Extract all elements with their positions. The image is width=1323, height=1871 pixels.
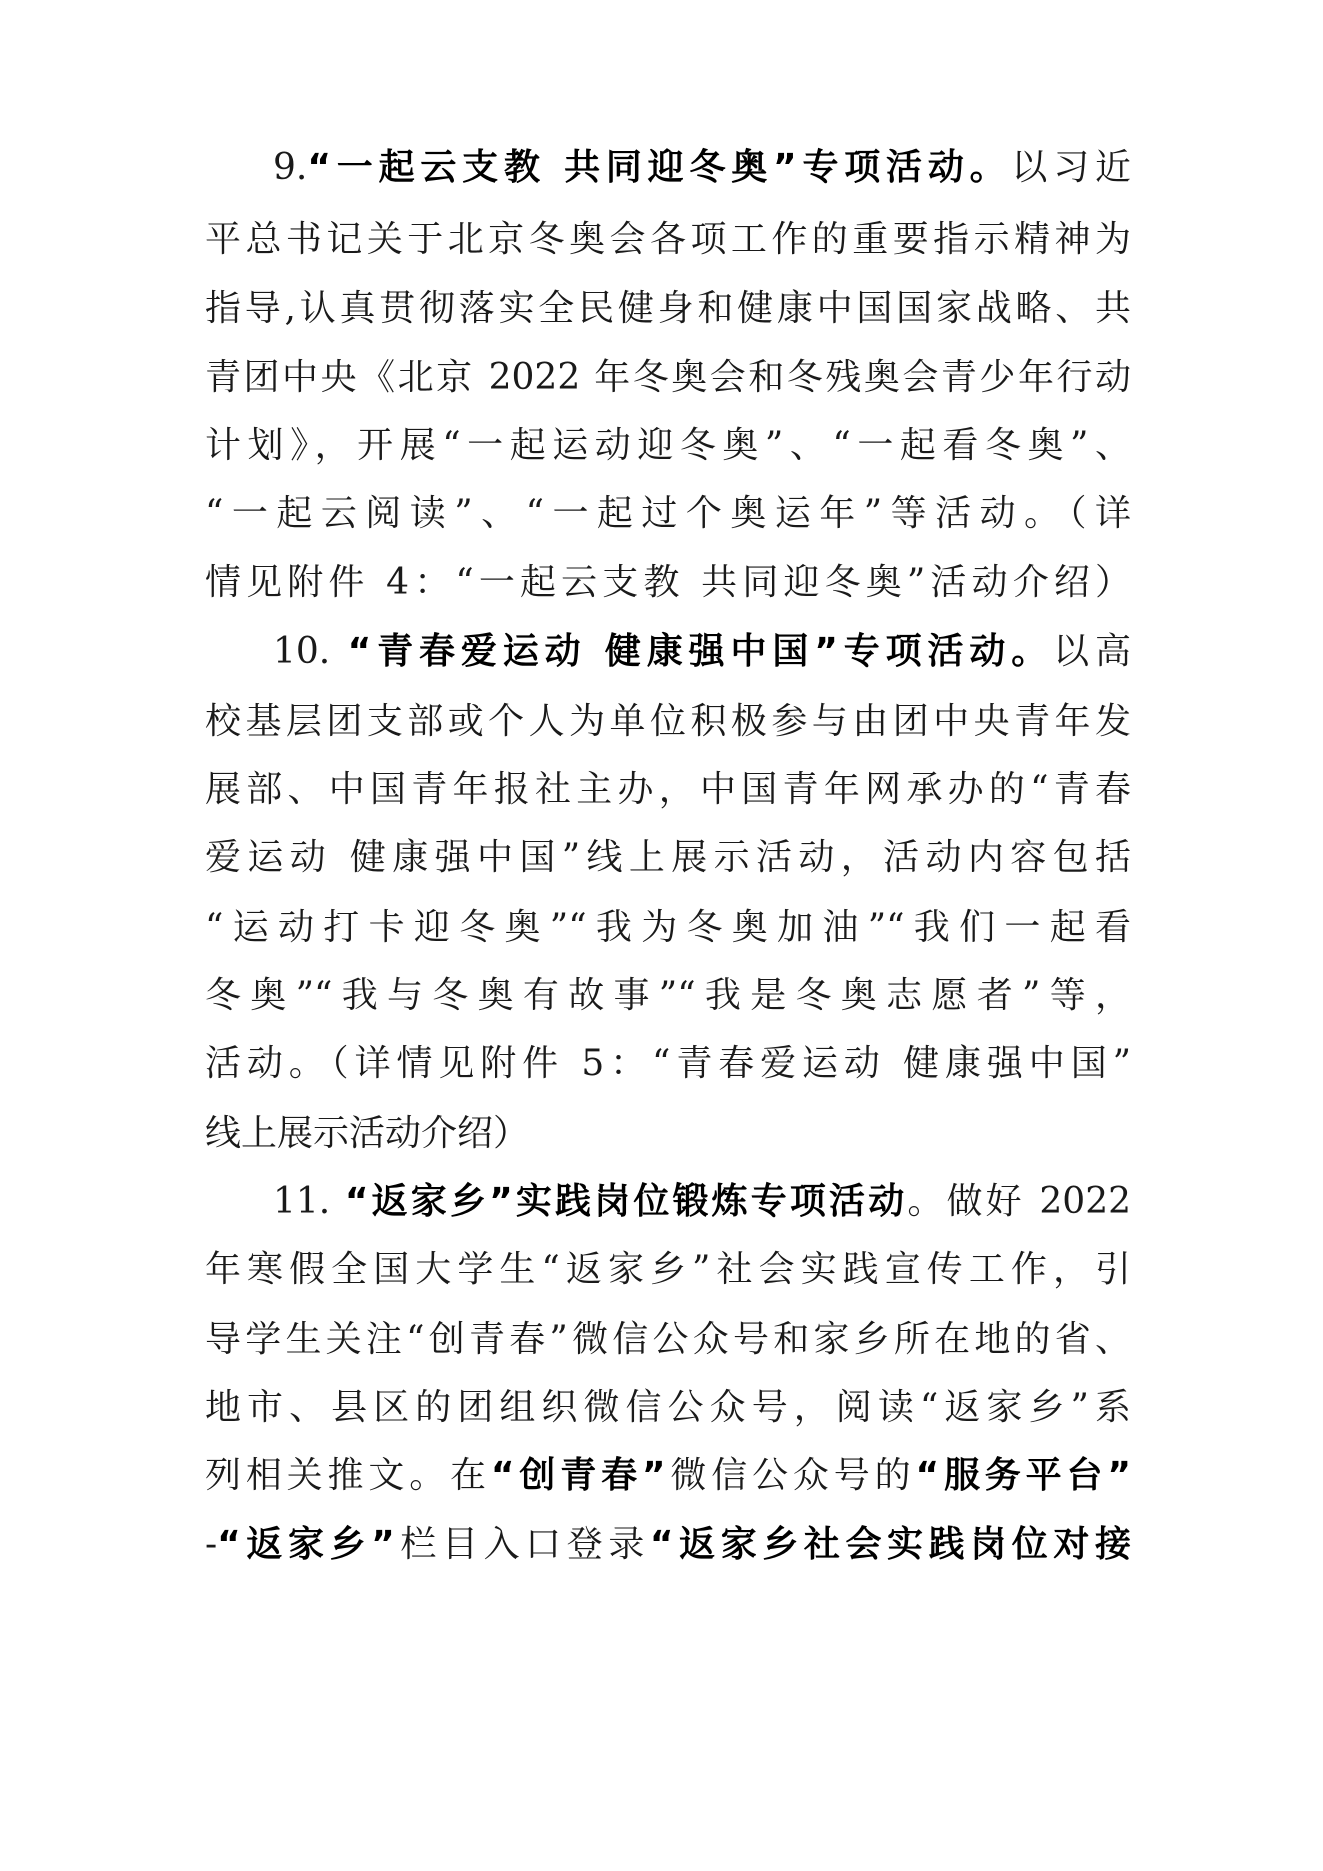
text-line	[205, 352, 1131, 404]
text-line	[205, 1244, 1131, 1296]
text-run: 导学生关注“创青春”微信公众号和家乡所在地的省、	[205, 1319, 1131, 1360]
text-run: “运动打卡迎冬奥”“我为冬奥加油”“我们一起看	[205, 907, 1131, 948]
text-run: -	[205, 1524, 218, 1565]
text-run: 活动。（详情见附件 5：“青春爱运动 健康强中国”	[205, 1043, 1131, 1084]
text-run: 冬奥”“我与冬奥有故事”“我是冬奥志愿者”等，	[205, 975, 1131, 1016]
text-run: 年寒假全国大学生“返家乡”社会实践宣传工作，引	[205, 1249, 1131, 1290]
text-line	[205, 902, 1131, 954]
text-run: 。做好 2022	[907, 1181, 1132, 1222]
text-run: 10.	[273, 631, 348, 672]
text-line	[205, 1314, 1131, 1366]
text-run: 情见附件 4：“一起云支教 共同迎冬奥”活动介绍）	[205, 562, 1131, 603]
text-line	[205, 696, 1131, 748]
text-run: 校基层团支部或个人为单位积极参与由团中央青年发	[205, 701, 1131, 742]
text-run: 以习近	[1011, 147, 1131, 188]
text-run: 指导,认真贯彻落实全民健身和健康中国国家战略、共	[205, 288, 1131, 329]
text-run: 平总书记关于北京冬奥会各项工作的重要指示精神为	[205, 219, 1131, 260]
text-line	[205, 1038, 1131, 1090]
bold-text-run: “返家乡社会实践岗位对接	[649, 1524, 1131, 1565]
text-line	[205, 1108, 1131, 1160]
text-line	[205, 1450, 1131, 1502]
text-run: 青团中央《北京 2022 年冬奥会和冬残奥会青少年行动	[205, 357, 1131, 398]
text-run: 列相关推文。在	[205, 1455, 491, 1496]
text-run: 展部、中国青年报社主办，中国青年网承办的“青春	[205, 769, 1131, 810]
text-run: 爱运动 健康强中国”线上展示活动，活动内容包括	[205, 837, 1131, 878]
text-run: “一起云阅读”、“一起过个奥运年”等活动。（详	[205, 493, 1131, 534]
bold-text-run: “服务平台”	[915, 1455, 1131, 1496]
text-line	[205, 420, 1131, 472]
text-line	[205, 764, 1131, 816]
bold-text-run: “青春爱运动 健康强中国”专项活动。	[347, 631, 1054, 672]
bold-text-run: “返家乡”实践岗位锻炼专项活动	[344, 1181, 908, 1222]
text-line	[273, 1176, 1131, 1228]
bold-text-run: “一起云支教 共同迎冬奥”专项活动。	[307, 147, 1012, 188]
bold-text-run: “返家乡”	[217, 1524, 395, 1565]
text-line	[205, 832, 1131, 884]
text-line	[205, 283, 1131, 335]
text-run: 地市、县区的团组织微信公众号，阅读“返家乡”系	[205, 1387, 1131, 1428]
text-line	[205, 970, 1131, 1022]
bold-text-run: “创青春”	[490, 1455, 666, 1496]
text-run: 9.	[273, 147, 308, 188]
text-line	[205, 1519, 1131, 1571]
text-line	[205, 214, 1131, 266]
text-run: 栏目入口登录	[394, 1524, 650, 1565]
text-run: 以高	[1053, 631, 1131, 672]
text-line	[205, 557, 1131, 609]
text-run: 微信公众号的	[665, 1455, 916, 1496]
text-run: 线上展示活动介绍）	[205, 1113, 530, 1154]
text-run: 计划》，开展“一起运动迎冬奥”、“一起看冬奥”、	[205, 425, 1131, 466]
text-line	[273, 142, 1131, 194]
text-line	[205, 488, 1131, 540]
text-line	[273, 626, 1131, 678]
text-run: 11.	[273, 1181, 345, 1222]
text-line	[205, 1382, 1131, 1434]
